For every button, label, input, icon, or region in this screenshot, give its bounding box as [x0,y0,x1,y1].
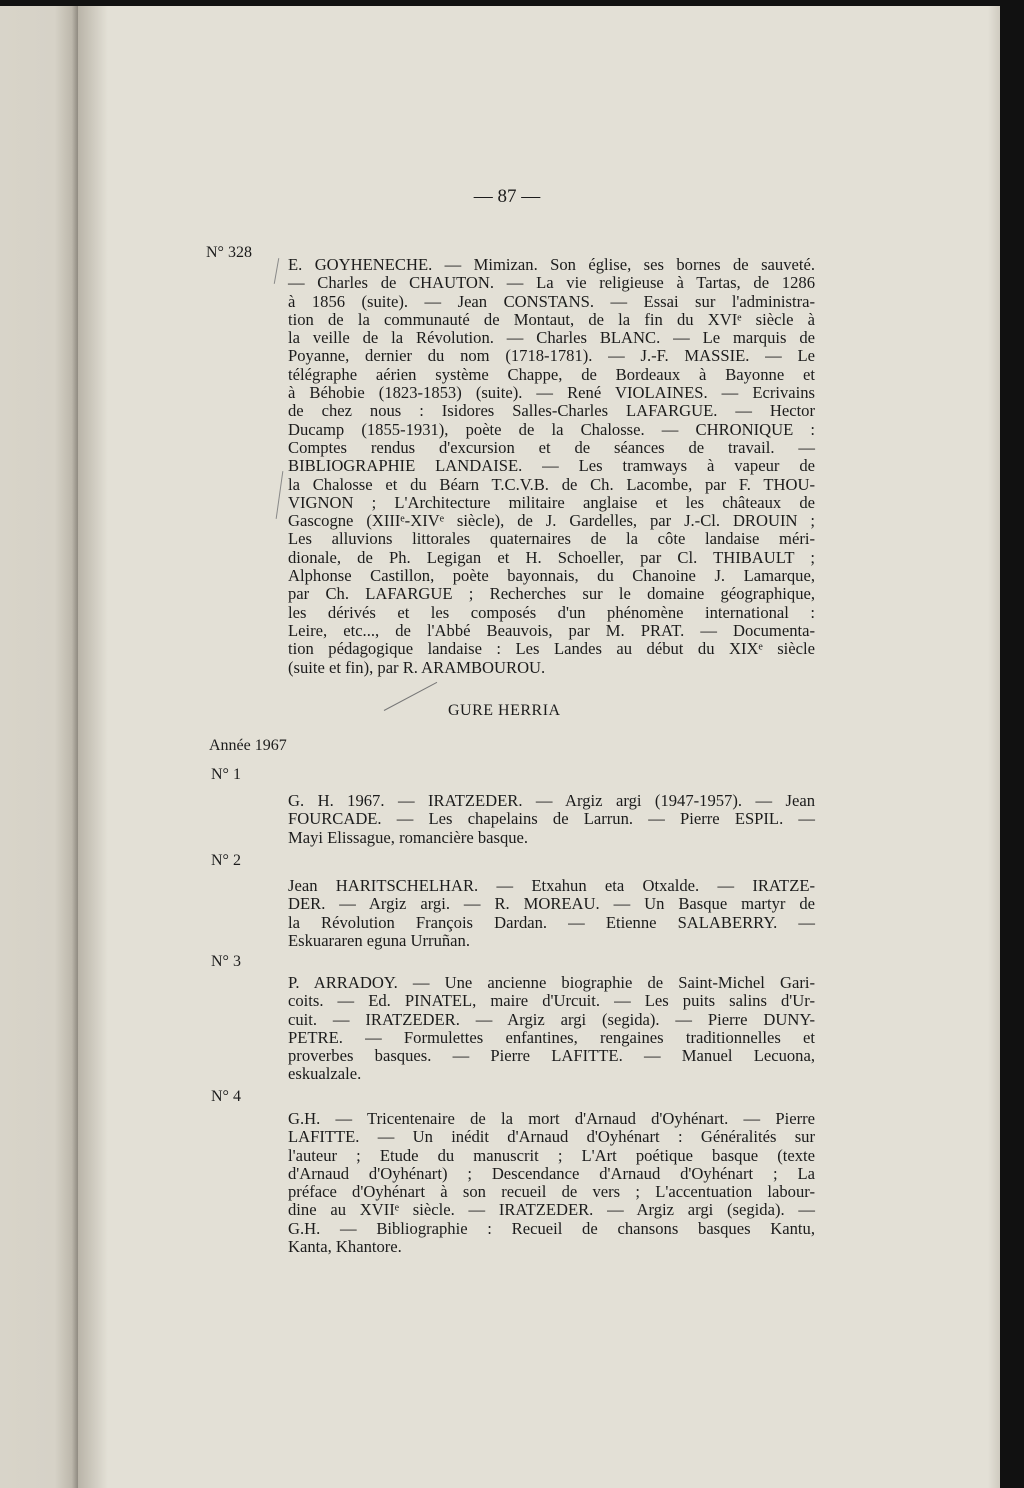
text-line: de chez nous : Isidores Salles-Charles LAFARGUE. — Hector [288,401,815,421]
right-page-edge [988,6,1000,1488]
pencil-mark [276,471,284,519]
section-title: GURE HERRIA [448,702,561,719]
book-gutter [78,6,108,1488]
text-line: à 1856 (suite). — Jean CONSTANS. — Essai sur l'administra- [288,291,815,311]
text-line: dionale, de Ph. Legigan et H. Schoeller, par Cl. THIBAULT ; [288,547,815,567]
text-line: tion de la communauté de Montaut, de la fin du XVIᵉ siècle à [288,309,815,329]
entry-text [288,792,815,847]
text-line: Leire, etc..., de l'Abbé Beauvois, par M. PRAT. — Documenta- [288,620,815,640]
text-line: la Révolution François Dardan. — Etienne SALABERRY. — [288,912,815,932]
text-line: PETRE. — Formulettes enfantines, rengaines traditionnelles et [288,1027,815,1047]
entry-text [288,877,815,950]
text-line: la Chalosse et du Béarn T.C.V.B. de Ch. Lacombe, par F. THOU- [288,474,815,494]
entry-text [288,256,815,677]
entry-label: N° 4 [211,1088,241,1105]
text-line: proverbes basques. — Pierre LAFITTE. — Manuel Lecuona, [288,1046,815,1066]
entry-label: N° 3 [211,953,241,970]
text-line: G.H. — Tricentenaire de la mort d'Arnaud d'Oyhénart. — Pierre [288,1109,815,1128]
entry-label: N° 328 [206,244,252,261]
text-line: LAFITTE. — Un inédit d'Arnaud d'Oyhénart : Généralités sur [288,1127,815,1147]
text-line: Poyanne, dernier du nom (1718-1781). — J.-F. MASSIE. — Le [288,346,815,366]
text-line: VIGNON ; L'Architecture militaire anglaise et les châteaux de [288,492,815,512]
text-line: E. GOYHENECHE. — Mimizan. Son église, ses bornes de sauveté. [288,255,815,274]
text-line: eskualzale. [288,1064,362,1084]
text-line: Comptes rendus d'excursion et de séances de travail. — [288,437,815,457]
entry-label: N° 1 [211,766,241,783]
text-line: P. ARRADOY. — Une ancienne biographie de Saint-Michel Gari- [288,973,815,992]
entry-text [288,974,815,1084]
text-line: coits. — Ed. PINATEL, maire d'Urcuit. — Les puits salins d'Ur- [288,991,815,1011]
entry-text [288,1110,815,1256]
text-line: DER. — Argiz argi. — R. MOREAU. — Un Basque martyr de [288,894,815,914]
text-line: d'Arnaud d'Oyhénart) ; Descendance d'Arnaud d'Oyhénart ; La [288,1163,815,1183]
text-line: les dérivés et les composés d'un phénomène international : [288,602,815,622]
text-line: Mayi Elissague, romancière basque. [288,827,529,847]
text-line: Gascogne (XIIIᵉ-XIVᵉ siècle), de J. Gardelles, par J.-Cl. DROUIN ; [288,511,815,531]
pencil-mark [274,258,279,284]
text-line: Eskuararen eguna Urruñan. [288,930,470,950]
text-line: dine au XVIIᵉ siècle. — IRATZEDER. — Argiz argi (segida). — [288,1200,815,1220]
text-line: Jean HARITSCHELHAR. — Etxahun eta Otxalde. — IRATZE- [288,876,815,895]
text-line: FOURCADE. — Les chapelains de Larrun. — Pierre ESPIL. — [288,809,815,829]
text-line: tion pédagogique landaise : Les Landes au début du XIXᵉ siècle [288,639,815,659]
text-line: BIBLIOGRAPHIE LANDAISE. — Les tramways à vapeur de [288,456,815,476]
text-line: la veille de la Révolution. — Charles BLANC. — Le marquis de [288,328,815,348]
text-line: préface d'Oyhénart à son recueil de vers ; L'accentuation labour- [288,1182,815,1202]
text-line: (suite et fin), par R. ARAMBOUROU. [288,657,546,677]
text-line: G.H. — Bibliographie : Recueil de chansons basques Kantu, [288,1218,815,1238]
text-line: cuit. — IRATZEDER. — Argiz argi (segida). — Pierre DUNY- [288,1009,815,1029]
page-number: — 87 — [473,186,541,207]
pencil-mark [384,682,437,711]
text-line: à Béhobie (1823-1853) (suite). — René VIOLAINES. — Ecrivains [288,383,815,403]
text-line: Kanta, Khantore. [288,1237,402,1257]
text-line: — Charles de CHAUTON. — La vie religieuse à Tartas, de 1286 [288,273,815,293]
text-line: par Ch. LAFARGUE ; Recherches sur le domaine géographique, [288,584,815,604]
scanned-page [0,6,1000,1488]
text-line: l'auteur ; Etude du manuscrit ; L'Art poétique basque (texte [288,1145,815,1165]
year-label: Année 1967 [209,737,287,754]
left-page-edge [0,6,78,1488]
text-line: Alphonse Castillon, poète bayonnais, du Chanoine J. Lamarque, [288,566,815,586]
text-line: Les alluvions littorales quaternaires de la côte landaise méri- [288,529,815,549]
text-line: télégraphe aérien système Chappe, de Bordeaux à Bayonne et [288,364,815,384]
text-line: Ducamp (1855-1931), poète de la Chalosse. — CHRONIQUE : [288,419,815,439]
entry-label: N° 2 [211,852,241,869]
text-line: G. H. 1967. — IRATZEDER. — Argiz argi (1947-1957). — Jean [288,791,815,810]
